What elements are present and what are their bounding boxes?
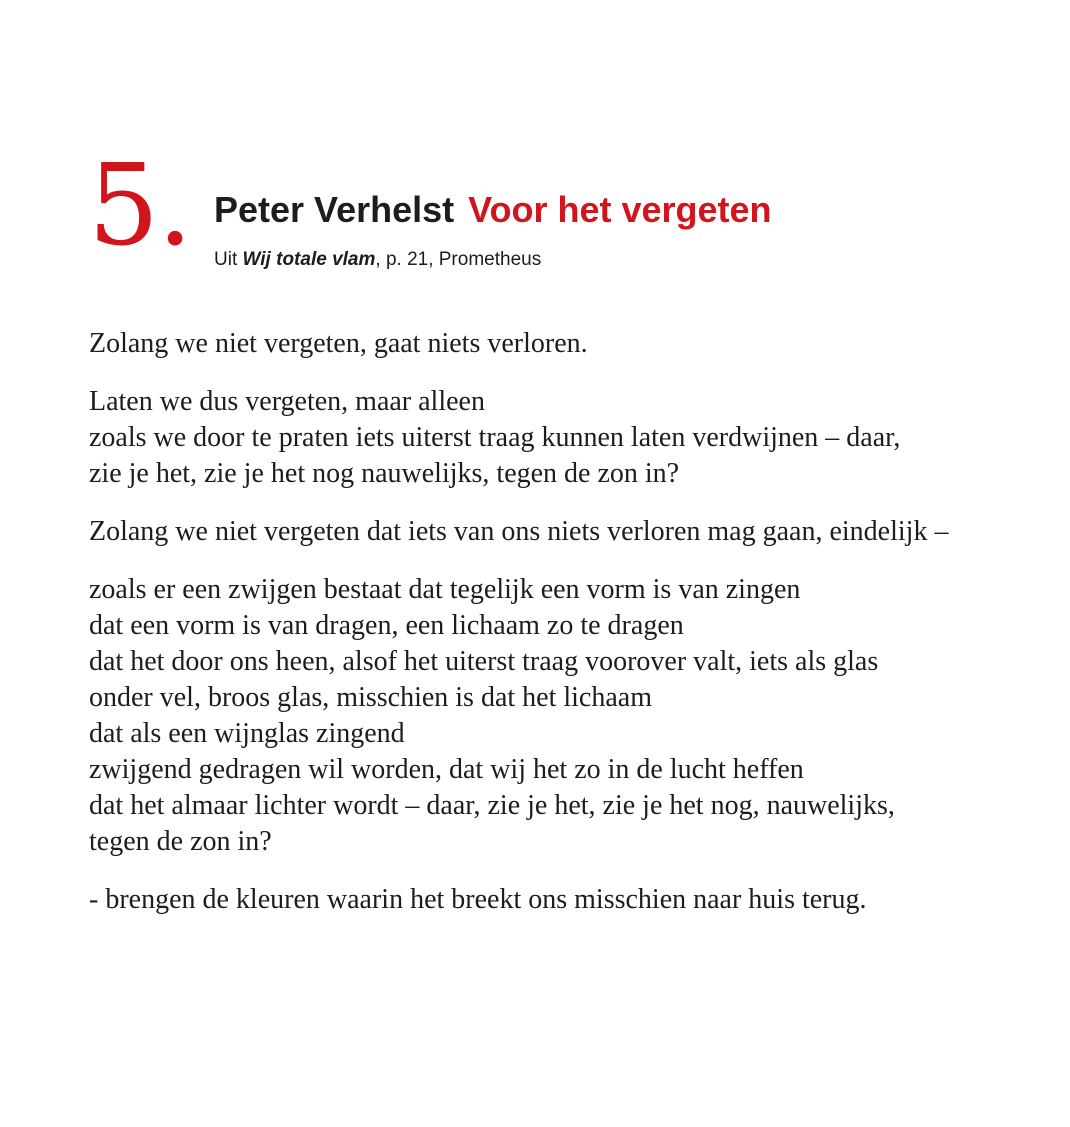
poem-line: onder vel, broos glas, misschien is dat het lichaam: [89, 682, 652, 713]
poem-line: - brengen de kleuren waarin het breekt ons misschien naar huis terug.: [89, 884, 867, 915]
poem-line: Zolang we niet vergeten, gaat niets verloren.: [89, 328, 588, 359]
stanza-5: [89, 882, 1049, 918]
poem-line: zwijgend gedragen wil worden, dat wij het zo in de lucht heffen: [89, 754, 804, 785]
stanza-4: [89, 572, 1049, 860]
poem-line: zie je het, zie je het nog nauwelijks, tegen de zon in?: [89, 458, 680, 489]
stanza-3: [89, 514, 1049, 550]
source-line: [214, 248, 541, 272]
poem-line: zoals er een zwijgen bestaat dat tegelijk een vorm is van zingen: [89, 574, 801, 605]
poem-line: Laten we dus vergeten, maar alleen: [89, 386, 485, 417]
poem-line: Zolang we niet vergeten dat iets van ons niets verloren mag gaan, eindelijk –: [89, 516, 949, 547]
source-book-title: Wij totale vlam: [242, 249, 376, 270]
poem-line: tegen de zon in?: [89, 826, 272, 857]
author-name: Peter Verhelst: [214, 189, 455, 230]
poem-body: [89, 326, 1049, 940]
poem-heading: [214, 188, 772, 232]
source-prefix: Uit: [214, 249, 238, 270]
stanza-1: [89, 326, 1049, 362]
source-suffix: , p. 21, Prometheus: [375, 249, 542, 270]
poem-number: 5.: [88, 141, 191, 271]
stanza-2: [89, 384, 1049, 492]
poem-line: zoals we door te praten iets uiterst traag kunnen laten verdwijnen – daar,: [89, 422, 901, 453]
poem-line: dat een vorm is van dragen, een lichaam zo te dragen: [89, 610, 684, 641]
poem-line: dat het door ons heen, alsof het uiterst traag voorover valt, iets als glas: [89, 646, 879, 677]
poem-title: Voor het vergeten: [468, 189, 772, 230]
poem-line: dat het almaar lichter wordt – daar, zie je het, zie je het nog, nauwelijks,: [89, 790, 895, 821]
poem-line: dat als een wijnglas zingend: [89, 718, 405, 749]
